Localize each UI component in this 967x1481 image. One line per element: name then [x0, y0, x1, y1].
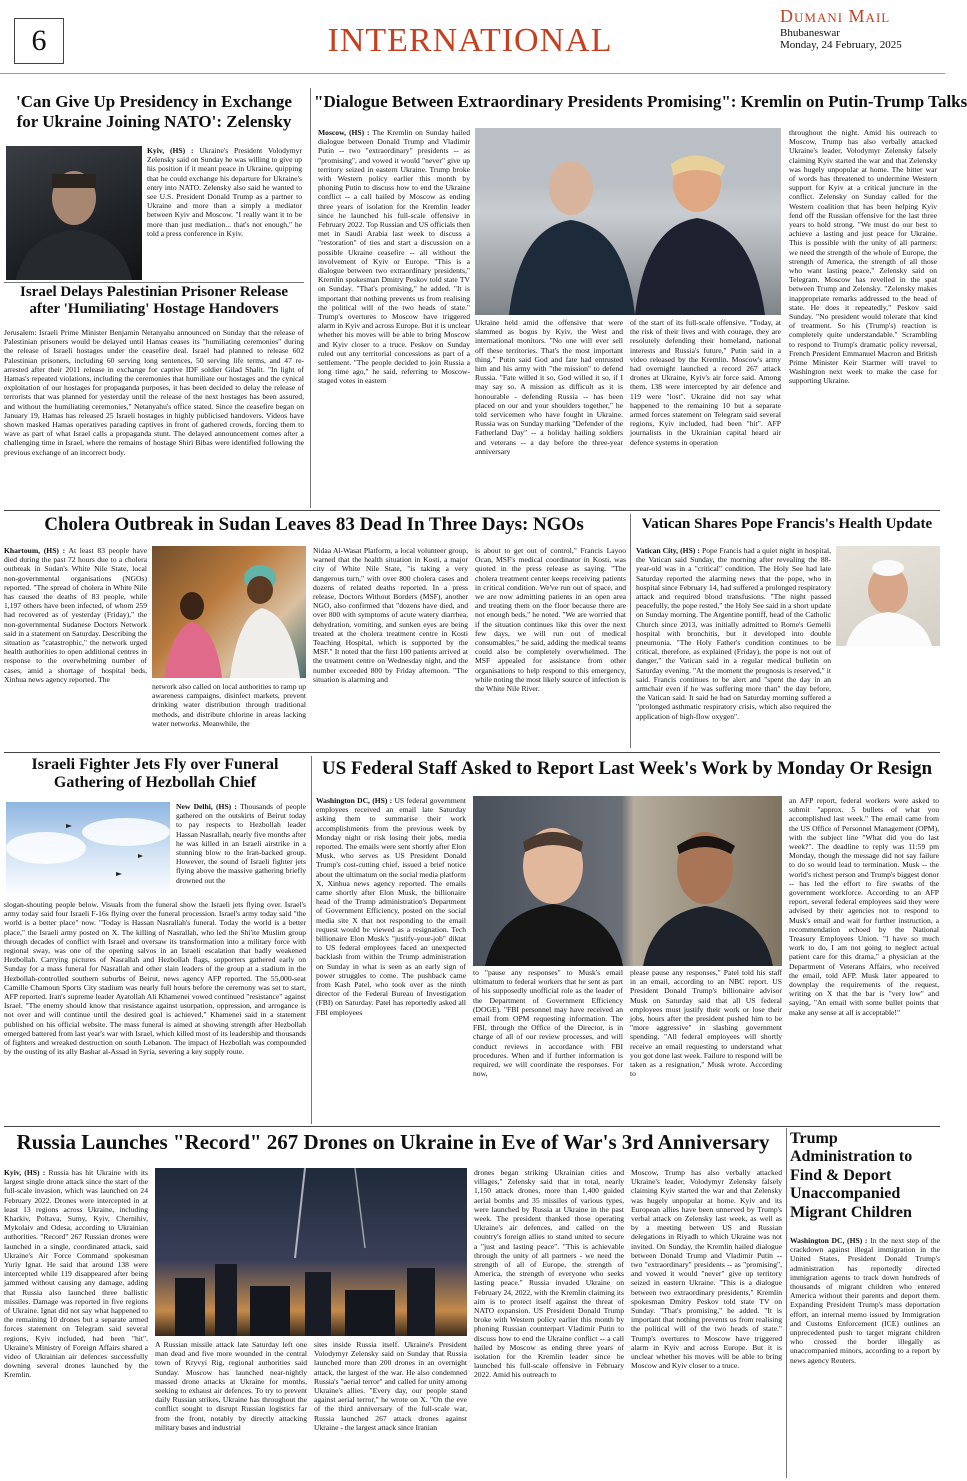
section-title: INTERNATIONAL — [327, 22, 613, 59]
masthead — [780, 6, 940, 51]
col-divider-top — [310, 88, 311, 508]
a9-headline: Trump Administration to Find & Deport Unaccompanied Migrant Children — [790, 1130, 913, 1221]
a8-col1 — [4, 1168, 148, 1476]
a8-col5: Moscow, Trump has also verbally attacked Ukraine's leader, Volodymyr Zelensky falsely claiming Kyiv started the war and that Zelensky was hugely unpopular at home. Kyiv and its European allies have been unnerved by Trump's verbal attack on Zelensky last week, as well as by a meeting between US and Russian delegations in Riyadh to which Ukraine was not invited. On Sunday, the Kremlin hailed dialogue between Donald Trump and Vladimir Putin -- two "extraordinary" presidents -- as "promising", and vowed it would "never" give up territory seized in eastern Ukraine. "This is a dialogue between two extraordinary presidents," Kremlin spokesman Dmitry Peskov told state TV on Sunday. "That's promising," he added. "It is important that nothing prevents us from realising the political will of the two heads of state." Trump's overtures to Moscow have triggered alarm in Kyiv and across Europe. But it is unclear whether his moves will be able to bring Moscow and Kyiv closer to a truce. — [631, 1168, 782, 1371]
paper-name: Dumani Mail — [780, 6, 891, 26]
a5-dateline: Vatican City, (HS) : — [636, 546, 700, 555]
a1-body — [147, 146, 302, 280]
two-portraits-figure-icon — [473, 796, 782, 966]
a9-body — [790, 1236, 940, 1476]
a6-text-top: Thousands of people gathered on the outskirts of Beirut today to pay respects to Hezbollah leader Hassan Nasrallah, nearly five months after he was killed in an Israeli airstrike in a stunning blow to the Iran-backed group. However, the sound of Israeli fighter jets flying above the massive gathering briefly drowned out the — [176, 802, 307, 885]
a5-body-top — [636, 546, 831, 721]
a9-text: In the next step of the crackdown against illegal immigration in the United States, President Donald Trump's administration has reportedly directed immigration agents to track down hundreds of thousands of migrant children who entered America without their parents and deport them. Expanding President Trump's mass deportation effort, an internal memo issued by Immigration and Customs Enforcement (ICE) outlines an unprecedented push to target migrant children who crossed the border illegally as unaccompanied minors, according to a report by news agency Reuters. — [790, 1236, 940, 1365]
jets-sky-photo — [6, 802, 170, 898]
a3-dateline: Moscow, (HS) : — [318, 128, 370, 137]
a6-dateline: New Delhi, (HS) : — [176, 802, 237, 811]
portrait-figure-icon — [836, 546, 940, 646]
a7-col1-text: US federal government employees received an email late Saturday asking them to summarise their work accomplishments from the previous week by Monday night or risk losing their jobs, media reported. The emails were sent shortly after Elon Musk, who serves as US President Donald Trump's cost-cutting chief, issued a brief notice about the ultimatum on the social media platform X, Xinhua news agency reported. The emails came shortly after Elon Musk, the billionaire head of the Trump administration's Department of Government Efficiency, posted on the social media site X that not responding to the email request would be viewed as a resignation. Tech billionaire Elon Musk's "justify-your-job" diktat to US federal employees faced an unexpected backlash from within the Trump administration on Sunday in what is seen as an early sign of power struggles to come. The pushback came from Kash Patel, who took over as the ninth director of the Federal Bureau of Investigation (FBI) on Saturday. Patel has reportedly asked all FBI employees — [316, 796, 467, 1017]
a6-headline: Israeli Fighter Jets Fly over Funeral Gathering of Hezbollah Chief — [31, 756, 279, 792]
a8-col3: sites inside Russia itself. Ukraine's President Volodymyr Zelensky said on Sunday that Russia launched more than 200 drones in an overnight attack, the largest of the war. He also condemned Russia's "aerial terror" and called for unity among Ukraine's allies. "Every day, our people stand against aerial terror," he wrote on X. "On the eve of the third anniversary of the full-scale war, Russia launched 267 attack drones against Ukraine - the largest attack since Iranian — [314, 1340, 467, 1432]
a4-col4: is about to get out of control," Francis Layoo Ocan, MSF's medical coordinator in Kosti, was quoted in the press release as saying. "The cholera treatment center keeps receiving patients in critical condition. We've run out of space, and we are now admitting patients in an open area and treating them on the floor because there are not enough beds," he noted. "We are worried that if the situation continues like this over the next few days, we will run out of medical consumables," he said, adding the medical teams could also be completely overwhelmed. The MSF appealed for assistance from other organisations to help respond to this emergency, while noting the most likely source of infection is the White Nile River. — [475, 546, 627, 694]
a1-headline: 'Can Give Up Presidency in Exchange for Ukraine Joining NATO': Zelensky — [16, 92, 292, 131]
a1-text: Ukraine's President Volodymyr Zelensky said on Sunday he was willing to give up his position if it meant peace in Ukraine, quipping that he could exchange his departure for Ukraine's entry into NATO. Zelensky also said he wanted to see U.S. President Donald Trump as a partner to Ukraine and more than a simply a mediator between Kyiv and Moscow. "I really want it to be more than just mediation... that's not enough," he told a press conference in Kyiv. — [147, 146, 302, 238]
musk-patel-photo — [473, 796, 782, 966]
col-divider-mid — [311, 756, 312, 1124]
putin-trump-photo — [475, 128, 781, 315]
a4-headline: Cholera Outbreak in Sudan Leaves 83 Dead In Three Days: NGOs — [44, 514, 584, 535]
a1-dateline: Kyiv, (HS) : — [147, 146, 194, 155]
a4-col3: Nidaa Al-Wasat Platform, a local volunteer group, warned that the health situation in Kosti, a major city of White Nile State, "is taking a very dangerous turn," with over 800 cholera cases and dozens of related deaths reported. In a press release, Doctors Without Borders (MSF), another NGO, also confirmed that "dozens have died, and over 800 with symptoms of acute watery diarrhea, dehydration, vomiting, and sunken eyes are being treated at the cholera treatment centre in Kosti Teaching Hospital, which is supported by the MSF." It noted that the first 100 patients arrived at the treatment centre on Wednesday night, and the number exceeded 800 by Friday afternoon. "The situation is alarming and — [313, 546, 468, 684]
paper-city: Bhubaneswar — [780, 27, 840, 39]
a2-headline: Israel Delays Palestinian Prisoner Release after 'Humiliating' Hostage Handovers — [19, 284, 288, 318]
a7-col2: to "pause any responses" to Musk's email ultimatum to federal workers that he sent as part of his supposedly unofficial role as the leader of the Department of Government Efficiency (DOGE). "FBI personnel may have received an email from OPM requesting information. The FBI, through the Office of the Director, is in charge of all of our review processes, and will conduct reviews in accordance with FBI procedures. When and if further information is required, we will coordinate the responses. For now, — [473, 968, 623, 1079]
a3-col1-text: The Kremlin on Sunday hailed dialogue between Donald Trump and Vladimir Putin -- two "extraordinary" presidents -- as "promising", and vowed it would "never" give up territory seized in eastern Ukraine. Trump broke with Western policy earlier this month by phoning Putin to discuss how to end the Ukraine conflict -- a call hailed by Moscow as ending three years of isolation for the Kremlin leader since he launched his full-scale offensive in February 2022. Top Russian and US officials then met in Saudi Arabia last week to discuss a "restoration" of ties and start a discussion on a possible Ukraine ceasefire -- all without the involvement of Kyiv or Europe. "This is a dialogue between two extraordinary presidents," Kremlin spokesman Dmitry Peskov told state TV on Sunday. "That's promising," he added. "It is important that nothing prevents us from realising the political will of the two heads of state." Trump's overtures to Moscow have triggered alarm in Kyiv and across Europe. But it is unclear whether his moves will be able to bring Moscow and Kyiv closer to a truce. Peskov on Sunday ruled out any territorial concessions as part of a settlement. "The people decided to join Russia a long time ago," he said, referring to Moscow-staged votes in eastern — [318, 128, 470, 386]
a7-headline: US Federal Staff Asked to Report Last Week's Work by Monday Or Resign — [321, 758, 933, 779]
page-number: 6 — [31, 24, 47, 57]
a8-headline: Russia Launches "Record" 267 Drones on Ukraine in Eve of War's 3rd Anniversary — [16, 1130, 770, 1154]
a8-col4: drones began striking Ukrainian cities and villages," Zelensky said that in total, nearly 1,150 attack drones, more than 1,400 guided aerial bombs and 35 missiles of various types, were launched by Russia at Ukraine in the past week. The president thanked those operating Ukraine's air defences, and called on the country's foreign allies to stand united to secure a "just and lasting peace". "This is achievable through the unity of all partners - we need the strength of all of Europe, the strength of America, the strength of everyone who seeks lasting peace." Russia invaded Ukraine on February 24, 2022, with the Kremlin claiming its aim is to protect itself against the threat of NATO expansion. US President Donald Trump broke with Western policy earlier this month by phoning Russian counterpart Vladimir Putin to discuss how to end the Ukraine conflict -- a call hailed by Moscow as ending three years of isolation for the Kremlin leader since he launched his full-scale offensive in February 2022. Amid his outreach to — [474, 1168, 624, 1380]
issue-date: Monday, 24 February, 2025 — [780, 39, 902, 51]
a8-col2: A Russian missile attack late Saturday left one man dead and five more wounded in the central town of Kryvyi Rig, regional authorities said Sunday. Moscow has launched near-nightly massed drone attacks at Ukraine for months, seeking to exhaust air defences. To try to prevent daily Russian strikes, Ukraine has throughout the conflict sought to disrupt Russian logistics far from the front, notably by directly attacking military bases and industrial — [155, 1340, 307, 1432]
medical-worker-figure-icon — [152, 546, 306, 678]
col-divider-cholera — [630, 514, 631, 748]
a7-dateline: Washington DC, (HS) : — [316, 796, 393, 805]
a5-text: Pope Francis had a quiet night in hospital, the Vatican said Sunday, the morning after revealing the 88-year-old was in a "critical" condition. The Holy See had late Saturday reported the alarming news that the pope, who in hospital since February 14, had suffered a prolonged respiratory attack and required blood transfusions. "The night passed peacefully, the pope rested," the Holy See said in a short update on Sunday morning. The Argentine pontiff, head of the Catholic Church since 2013, was initially admitted to Rome's Gemelli hospital with bronchitis, but it developed into double pneumonia. "The Holy Father's condition continues to be critical, therefore, as explained (Friday), the pope is not out of danger," the Vatican said in a regular medical bulletin on Saturday evening. "At the moment the prognosis is reserved," it said. Francis continues to be alert and "spent the day in an armchair even if he was suffering more than" the day before, the Vatican said. It said he had on Saturday morning suffered a "prolonged asthmatic respiratory crisis, which also required the application of high-flow oxygen". — [636, 546, 831, 721]
a4-col1 — [4, 546, 147, 748]
header-divider — [0, 73, 945, 74]
a3-col1 — [318, 128, 470, 508]
a8-dateline: Kyiv, (HS) : — [4, 1168, 46, 1177]
a7-col4: an AFP report, federal workers were asked to submit "approx. 5 bullets of what you accomplished last week." The email came from the US Office of Personnel Management (OPM), with the subject line "What did you do last week?". The deadline to reply was 11:59 pm Monday, though the message did not say failure to do so would lead to termination. Musk -- the world's richest person and Trump's biggest donor -- has led the effort to fire swaths of the government workforce. According to an AFP report, several federal employees said they were advised by their agencies not to respond to Musk's email and wait for further instruction, a recommendation echoed by the National Treasury Employees Union. "I have so much work to do, I am not going to neglect actual patient care for this drama," a physician at the Department of Veterans Affairs, who received the email, told AFP. Musk later appeared to downplay the requirements of the request, writing on X that the bar is "very low" and saying, "An email with some bullet points that make any sense at all is acceptable!" — [789, 796, 939, 1017]
a7-col1 — [316, 796, 466, 1124]
zelensky-photo — [6, 146, 142, 280]
a6-body-top — [176, 802, 306, 898]
a1-bottom-rule — [4, 282, 304, 283]
a4-col1-text: At least 83 people have died during the past 72 hours due to a cholera outbreak in Sudan's White Nile State, local non-governmental organisations (NGOs) reported. "The spread of cholera in White Nile has caused the deaths of 83 people, while 1,197 others have been infected, of whom 259 had recovered as of yesterday (Friday)," the non-governmental Sudanese Doctors Network said in a statement on Saturday. Describing the situation as "catastrophic," the network urged health authorities to open additional centres in response to the overwhelming number of cases, amid a shortage of hospital beds, Xinhua news agency reported. The — [4, 546, 147, 684]
a2-body: Jerusalem: Israeli Prime Minister Benjamin Netanyahu announced on Sunday that the release of Palestinian prisoners would be delayed until Hamas ceases its "humiliating ceremonies" during the release of Israeli hostages under the ceasefire deal. Israel had planned to release 602 Palestinian prisoners, including 60 serving long sentences, 50 serving life terms, and 47 re-arrested after their 2011 release in exchange for captive IDF soldier Gilad Shalit. "In light of Hamas's repeated violations, including the ceremonies that humiliate our hostages and the cynical exploitation of our hostages for propaganda purposes, it has been decided to delay the release of terrorists that was planned for yesterday until the release of the next hostages has been assured, and without the humiliating ceremonies," Netanyahu's office stated. Since the ceasefire began on January 19, Hamas has released 25 Israeli hostages in highly publicised handovers. Videos have shown masked Hamas operatives parading captives in front of gathered crowds, forcing them to wave as part of what Israel calls a propaganda stunt. The delayed announcement comes after a challenging time in Israel, where the remains of hostage Shiri Bibas were identified following the previous exchange of an incorrect body. — [4, 328, 304, 457]
two-leaders-figure-icon — [475, 128, 781, 315]
city-skyline-icon — [155, 1168, 467, 1336]
kyiv-night-photo — [155, 1168, 467, 1336]
row2-bottom-rule — [4, 752, 940, 753]
a5-body-bottom — [636, 648, 940, 748]
a3-col2: Ukraine held amid the offensive that were slammed as bogus by Kyiv, the West and international monitors. "No one will ever sell off these territories. That's the most important thing." Putin said God and fate had entrusted him and his army with "the mission" to defend Russia. "Fate willed it so, God willed it so, if I may say so. A mission as difficult as it is honourable - defending Russia -- has been placed on our and your shoulders together," he told servicemen who have fought in Ukraine. Russia was on Sunday marking "Defender of the Fatherland Day" -- a holiday hailing soldiers and veterans -- a day before the three-year anniversary — [475, 318, 623, 456]
a3-headline: "Dialogue Between Extraordinary Presidents Promising": Kremlin on Putin-Trump Talks — [314, 92, 967, 111]
a9-dateline: Washington DC, (HS) : — [790, 1236, 868, 1245]
a7-col3: please pause any responses," Patel told his staff in an email, according to an NBC report. US President Donald Trump's billionaire advisor Musk on Saturday said that all US federal employees must justify their work or lose their jobs, hours after the president pushed him to be "more aggressive" in slashing government spending. "All federal employees will shortly receive an email requesting to understand what you got done last week. Failure to respond will be taken as a resignation," Musk wrote. According to — [630, 968, 782, 1079]
a3-col3: of the start of its full-scale offensive. "Today, at the risk of their lives and with courage, they are resolutely defending their homeland, national interests and Russia's future," Putin said in a video released by the Kremlin. Moscow's army had overnight launched a record 267 attack drones at Ukraine, Kyiv's air force said. Among them, 138 were intercepted by air defence and 119 were "lost". Ukraine did not say what happened to the remaining 10 but a separate armed forces statement on Telegram said several regions, Kyiv included, had been "hit". AFP journalists in the Ukrainian capital heard air defence systems in operation — [630, 318, 781, 447]
cholera-patients-photo — [152, 546, 306, 678]
row1-bottom-rule — [4, 510, 940, 511]
a5-headline: Vatican Shares Pope Francis's Health Update — [641, 516, 933, 532]
a4-col2: network also called on local authorities to ramp up awareness campaigns, disinfect markets, prevent drinking water distribution through traditional methods, and distribute chlorine in areas lacking water networks. Meanwhile, the — [152, 682, 306, 728]
portrait-figure-icon — [6, 146, 142, 280]
a6-body-rest: slogan-shouting people below. Visuals from the funeral show the Israeli jets flying over. Israel's army today said four Israeli F-16s flying over the funeral procession. Israel's army today said "the world is a better place" now. "Today is Hassan Nasrallah's funeral. Today the world is a better place," the Israeli army posted on X. The killing of Nasrallah, who led the Shi'ite Muslim group through decades of conflict with Israel and oversaw its transformation into a military force with regional sway, was one of the opening salvos in an Israeli escalation that badly weakened Hezbollah. Carrying pictures of Nasrallah and Hezbollah flags, supporters gathered early on Sunday for a mass funeral for Nasrallah and other slain leaders of the group at a stadium in the Hezbollah-controlled southern suburbs of Beirut, news agency AFP reported. The 55,000-seat Camille Chamoun Sports City stadium was nearly full hours before the ceremony was set to start, AFP reported. Iran's supreme leader Ayatollah Ali Khamenei vowed continued "resistance" against Israel. "The enemy should know that resistance against usurpation, oppression, and arrogance is not over and will continue until the desired goal is achieved," Khamenei said in a statement published on his official website. The mass funeral is aimed at showing strength after Hezbollah emerged battered from last year's war with Israel, which killed most of its leadership and thousands of fighters and wreaked destruction on south Lebanon. The impact of Hezbollah was compounded by the ousting of its ally Bashar al-Assad in Syria, severing a key supply route. — [4, 900, 306, 1057]
a3-col4: throughout the night. Amid his outreach to Moscow, Trump has also verbally attacked Ukraine's leader, Volodymyr Zelensky falsely claiming Kyiv started the war and that Zelensky was hugely unpopular at home. The bitter war of words has threatened to undermine Western support for Kyiv at a critical juncture in the conflict. Zelensky on Sunday called for the Western coalition that has been helping Kyiv fend off the Russian offensive for the last three years to hold strong. "We must do our best to achieve a lasting and just peace for Ukraine. This is possible with the unity of all partners: we need the strength of the whole of Europe, the strength of America, the strength of all those who want lasting peace," Zelensky said on Telegram. Moscow has revelled in the spat between Trump and Zelensky. "Zelensky makes inappropriate remarks addressed to the head of state. He does it repeatedly," Peskov said Sunday. "No president would tolerate that kind of treatment. So his (Trump's) reaction is completely quite understandable." Scrambling to respond to Trump's dramatic policy reversal, French President Emmanuel Macron and British Prime Minister Keir Starmer will travel to Washington next week to make the case for supporting Ukraine. — [789, 128, 937, 386]
page-number-box — [14, 18, 64, 64]
a8-col1-text: Russia has hit Ukraine with its largest single drone attack since the start of the full-scale invasion, which was launched on 24 February 2022. Drones were intercepted in at least 13 regions across Ukraine, including Kharkiv, Poltava, Sumy, Kyiv, Chernihiv, Mykolaiv and Odesa, according to Ukrainian authorities. "Record" 267 Russian drones were launched in a single, coordinated attack, said Ukraine's Air Force Command spokesman Yuriy Ignat. He said that around 138 were intercepted while 119 disappeared after being jammed without causing any damage, adding that Russia also launched three ballistic missiles. Damage was reported in five regions of Ukraine. Ignat did not say what happened to the remaining 10 drones but a separate armed forces statement on Telegram said several regions, Kyiv included, had been "hit". Ukraine's Ministry of Foreign Affairs shared a video of Ukrainian air defences successfully downing several drones launched by the Kremlin. — [4, 1168, 149, 1380]
fighter-jets-icon — [6, 802, 170, 898]
row3-bottom-rule — [4, 1126, 940, 1127]
a4-dateline: Khartoum, (HS) : — [4, 546, 66, 555]
pope-photo — [836, 546, 940, 646]
col-divider-bottom — [786, 1128, 787, 1478]
